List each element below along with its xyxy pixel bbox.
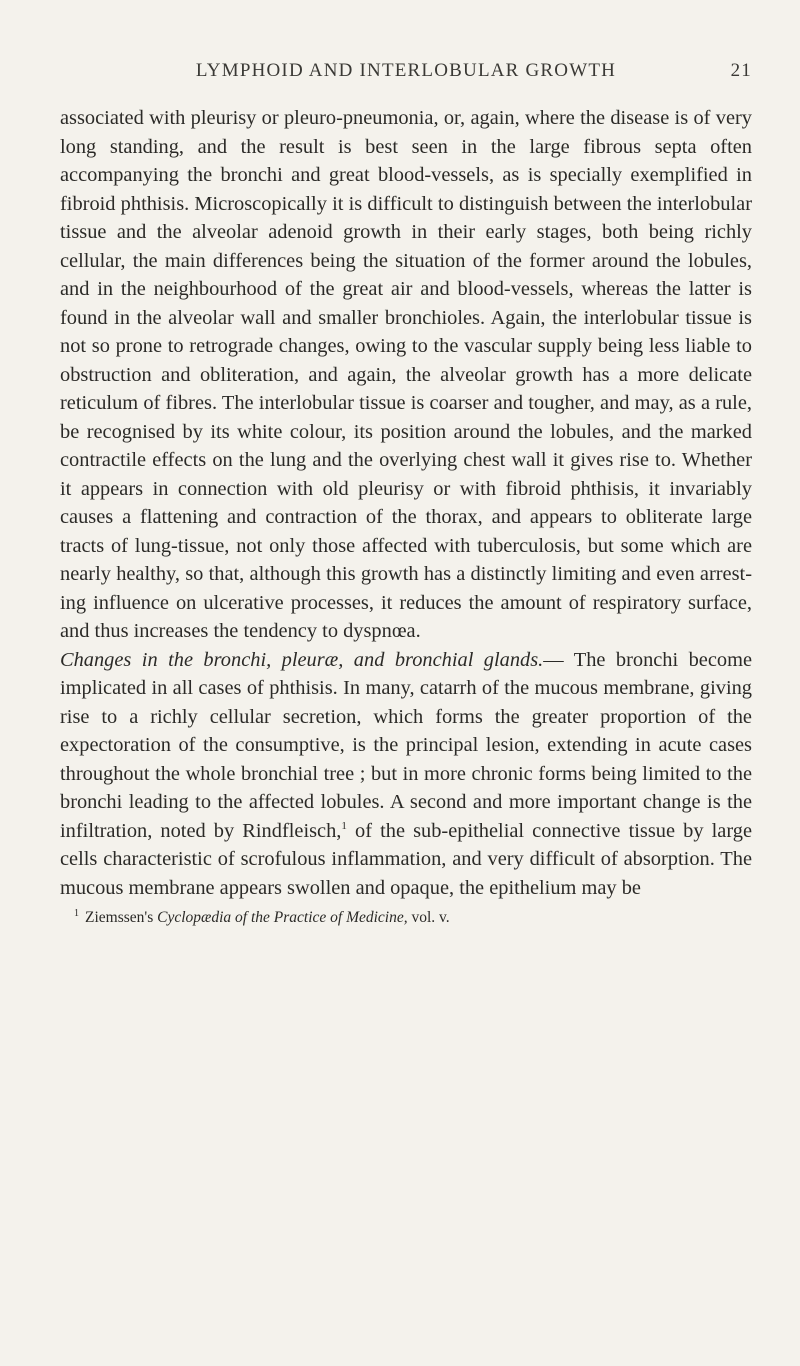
paragraph-bronchi	[60, 646, 752, 903]
footnote-reference: 1	[341, 819, 347, 832]
book-page	[60, 60, 752, 928]
paragraph-bronchi-text-b: of the sub-epithelial connective tissue by large cells characteristic of scrofulous inflammation, and very difficult of absorption. The mucous membrane appears swollen and opaque, the epithelium may be	[60, 819, 752, 899]
subheading-dash: —	[543, 648, 564, 671]
paragraph-bronchi-text-a: The bronchi become implicated in all cases of phthisis. In many, catarrh of the mucous membrane, giving rise to a richly cellular secretion, which forms the greater proportion of the expectoration of the consumptive, is the principal lesion, extending in acute cases throughout the whole bronchial tree ; but in more chronic forms being limited to the bronchi leading to the affected lobules. A second and more important change is the infiltration, noted by Rindfleisch,	[60, 648, 753, 842]
footnote	[60, 904, 752, 928]
section-subheading: Changes in the bronchi, pleuræ, and bronchial glands.	[60, 648, 544, 671]
footnote-author: Ziemssen's	[85, 909, 154, 927]
footnote-volume: vol. v.	[411, 909, 450, 927]
footnote-work-title: Cyclopædia of the Practice of Medicine,	[157, 909, 408, 927]
page-number: 21	[730, 60, 752, 81]
footnote-mark: 1	[74, 908, 79, 919]
paragraph-continued: associated with pleurisy or pleuro-pneumonia, or, again, where the disease is of very long standing, and the result is best seen in the large fibrous septa often accompanying the bronchi and great blood-vessels, as is specially exemplified in fibroid phthisis. Microscopically it is difficult to distinguish between the interlobular tissue and the alveolar adenoid growth in their early stages, both being richly cellular, the main differences being the situation of the former around the lobules, and in the neighbourhood of the great air and blood-vessels, whereas the latter is found in the alveolar wall and smaller bronchioles. Again, the interlobular tissue is not so prone to retrograde changes, owing to the vascular supply being less liable to obstruction and obliteration, and again, the alveolar growth has a more delicate reticulum of fibres. The interlobular tissue is coarser and tougher, and may, as a rule, be recognised by its white colour, its position around the lobules, and the marked contractile effects on the lung and the overlying chest wall it gives rise to. Whether it appears in connection with old pleurisy or with fibroid phthisis, it invariably causes a flattening and contraction of the thorax, and appears to obliterate large tracts of lung-tissue, not only those affected with tuberculosis, but some which are nearly healthy, so that, although this growth has a distinctly limiting and even arrest-ing influence on ulcerative processes, it reduces the amount of respiratory surface, and thus increases the tendency to dyspnœa.	[60, 107, 752, 642]
running-title: LYMPHOID AND INTERLOBULAR GROWTH	[195, 60, 617, 81]
running-head	[60, 60, 752, 90]
body-text	[60, 104, 752, 902]
